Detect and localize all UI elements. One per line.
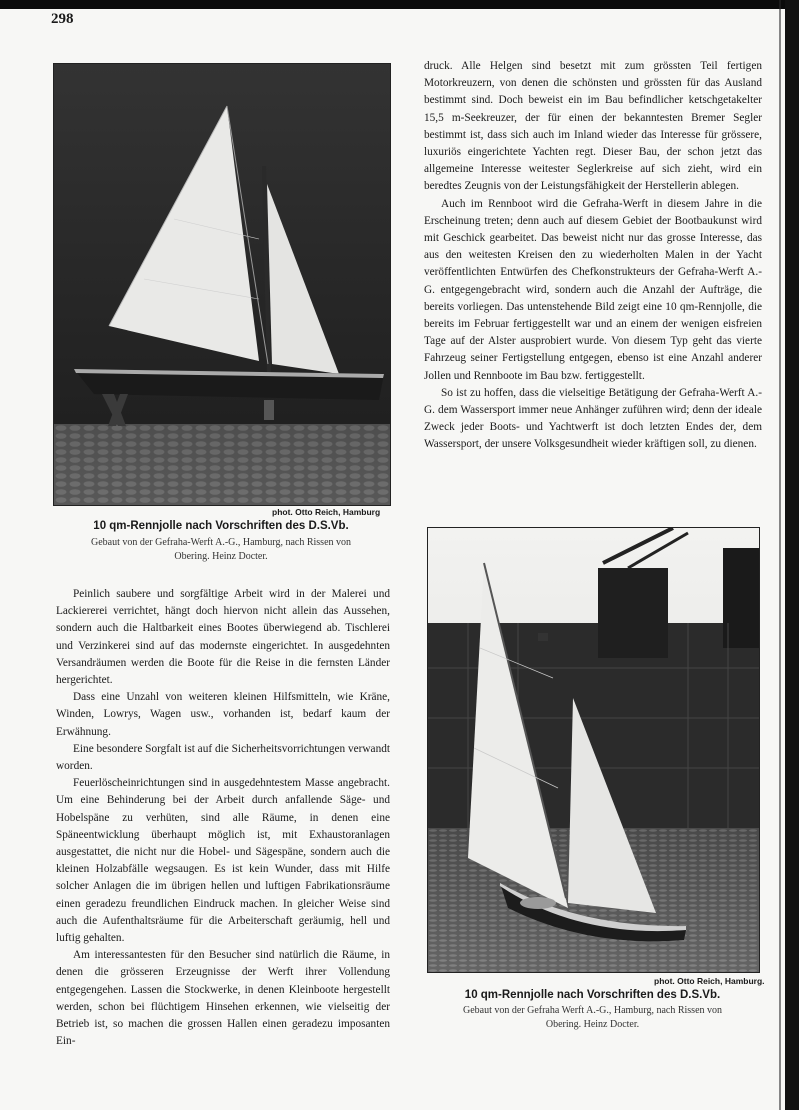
paragraph: Auch im Rennboot wird die Gefraha-Werft in diesem Jahre in die Erscheinung treten; denn auch auf diesem Gebiet der Bootbaukunst wird mit Geschick gearbeitet. Das beweist nicht nur das grosse Interesse, das aus den weitesten Kreisen den zu wiederholten Malen in der Yacht veröffentlichten Entwürfen des Chefkonstrukteurs der Gefraha-Werft A.-G. entgegengebracht wird, sondern auch die Anzahl der Aufträge, die bereits vorliegen. Das untenstehende Bild zeigt eine 10 qm-Rennjolle, die bereits im Februar fertiggestellt war und an einem der wenigen eisfreien Tage auf der Alster ausprobiert wurde. Von diesem Typ geht das vierte Fahrzeug seiner Fertigstellung entgegen, ebenso ist eine Anzahl anderer Jollen und Rennboote im Bau bzw. fertiggestellt. [424, 197, 762, 382]
figure-caption-bottom-line2: Obering. Heinz Docter. [545, 1019, 640, 1030]
text-column-right [424, 58, 762, 454]
figure-caption-top-line2: Obering. Heinz Docter. [174, 551, 268, 562]
text-column-left [56, 586, 390, 1050]
photo-rennjolle-sailing [427, 527, 760, 973]
paragraph: Feuerlöscheinrichtungen sind in ausgedehntestem Masse angebracht. Um eine Behinderung bei der Arbeit durch anfallende Säge- und Hobelspäne zu verhüten, sind alle Räume, in denen eine Späneentwicklung überhaupt möglich ist, mit Exhaustoranlagen ausgestattet, die nicht nur die Hobel- und Sägespäne, sondern auch die kleinen Holzabfälle wegsaugen. Es ist kein Wunder, dass mit Hilfe solcher Anlagen die im übrigen hellen und luftigen Fabrikationsräume einen geradezu freundlichen Eindruck machen. In gleicher Weise sind auch die Aufenthaltsräume für die Arbeiterschaft geräumig, hell und luftig gehalten. [56, 777, 390, 945]
figure-title-top: 10 qm-Rennjolle nach Vorschriften des D.S.Vb. [93, 520, 349, 532]
page-binding-shadow [779, 0, 781, 1110]
paragraph: Dass eine Unzahl von weiteren kleinen Hilfsmitteln, wie Kräne, Winden, Lowrys, Wagen usw., vorhanden ist, bedarf kaum der Erwähnung. [56, 691, 390, 738]
paragraph: So ist zu hoffen, dass die vielseitige Betätigung der Gefraha-Werft A.-G. dem Wassersport immer neue Anhänger zuführen wird; denn der ideale Zweck jeder Boots- und Yachtwerft ist doch letzten Endes der, dem Wassersport, der unsere Volksgesundheit wieder kräftigen soll, zu dienen. [424, 386, 762, 451]
paragraph: Eine besondere Sorgfalt ist auf die Sicherheitsvorrichtungen verwandt worden. [56, 742, 390, 773]
figure-caption-top-line1: Gebaut von der Gefraha-Werft A.-G., Hamburg, nach Rissen von [90, 537, 352, 548]
figure-title-bottom: 10 qm-Rennjolle nach Vorschriften des D.S.Vb. [464, 989, 721, 1001]
photo-rennjolle-on-stand [53, 63, 391, 506]
photo-credit-bottom: phot. Otto Reich, Hamburg. [654, 976, 765, 986]
paragraph: Am interessantesten für den Besucher sind natürlich die Räume, in denen die grösseren Erzeugnisse der Werft ihrer Vollendung entgegengehen. Lassen die Stockwerke, in denen Kleinboote hergestellt werden, schon bei flüchtigem Hinsehen erkennen, wie vielseitig der Betrieb ist, so machen die grossen Hallen einen geradezu imposanten Ein- [56, 949, 390, 1048]
page-right-edge [785, 0, 799, 1110]
page-top-edge [0, 0, 799, 9]
figure-caption-bottom-line1: Gebaut von der Gefraha Werft A.-G., Hamburg, nach Rissen von [462, 1005, 723, 1016]
paragraph: druck. Alle Helgen sind besetzt mit zum grössten Teil fertigen Motorkreuzern, von denen die schönsten und grössten für das Ausland bestimmt sind. Doch beweist ein im Bau befindlicher ketschgetakelter 15,5 m-Seekreuzer, der für einen der bekanntesten Bremer Segler bestimmt ist, dass sich auch im Inland wieder das Interesse für grössere, luxuriös eingerichtete Yachten regt. Dieser Bau, der schon jetzt das allgemeine Interesse weitester Seglerkreise auf sich zieht, wird ein beredtes Zeugnis von der Leistungsfähigkeit der Herstellerin ablegen. [424, 60, 762, 193]
paragraph: Peinlich saubere und sorgfältige Arbeit wird in der Malerei und Lackiererei verrichtet, hängt doch hiervon nicht allein das Aussehen, sondern auch die Haltbarkeit eines Bootes überwiegend ab. Tischlerei und Verzinkerei sind auf das modernste eingerichtet. In ausgedehnten Versandräumen werden die Boote für die Reise in die fernsten Länder hergerichtet. [56, 588, 390, 687]
photo-credit-top: phot. Otto Reich, Hamburg [272, 507, 381, 517]
page-number: 298 [51, 11, 74, 27]
